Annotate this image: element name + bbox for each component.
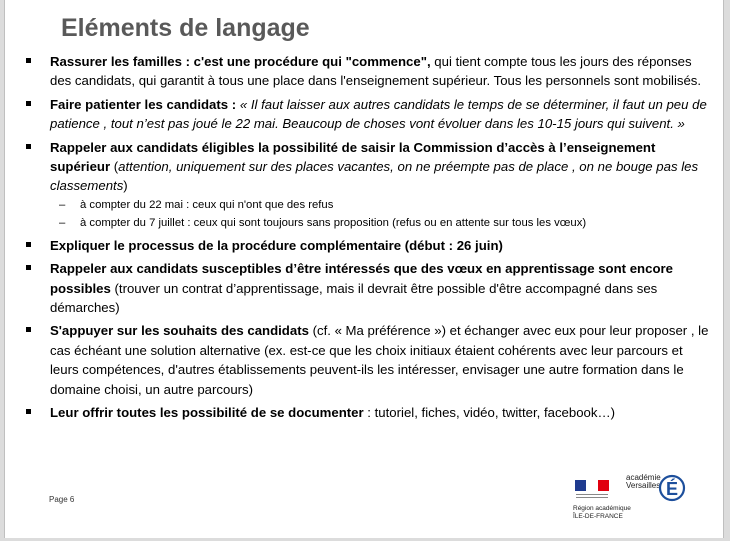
- square-bullet-icon: [26, 327, 31, 332]
- region-line1: Région académique: [573, 505, 631, 512]
- flag-red-band: [598, 480, 609, 491]
- bullet-bold-text: Leur offrir toutes les possibilité de se documenter: [50, 405, 364, 421]
- bullet-text: : tutoriel, fiches, vidéo, twitter, facebook…): [363, 405, 616, 421]
- sub-item-7-juillet: [50, 214, 714, 232]
- academie-line1: académie: [626, 473, 661, 482]
- square-bullet-icon: [26, 242, 31, 247]
- sub-item-22-mai: [50, 196, 714, 214]
- academie-e-letter: É: [665, 479, 679, 499]
- sub-item-text: à compter du 7 juillet : ceux qui sont toujours sans proposition (refus ou en attente sur tous les vœux): [80, 216, 587, 229]
- bullet-italic-text: attention, uniquement sur des places vacantes, on ne préempte pas de place , on ne bouge pas les classements: [50, 159, 699, 194]
- bullet-text: (cf. « Ma préférence ») et échanger avec eux pour leur proposer , le cas échéant une solution alternative (ex. est-ce que les choix initiaux étaient cohérents avec leur parcours et leurs compétences, d'autres établissements peuvent-ils les intéresser, envisager une autre formation dans le domaine choisi, un autre parcours): [50, 323, 709, 397]
- bullet-text: ): [123, 178, 128, 194]
- bullet-italic-text: « Il faut laisser aux autres candidats le temps de se déterminer, il faut un peu de patience , tout n’est pas joué le 22 mai. Beaucoup de choses vont évoluer dans les 10-15 jours qui suivent. »: [50, 96, 707, 132]
- bullet-bold-text: Rassurer les familles : c'est une procédure qui "commence",: [50, 54, 431, 69]
- bullet-commission: [24, 138, 714, 232]
- slide-title: Eléments de langage: [61, 14, 310, 42]
- bullet-bold-text: Expliquer le processus de la procédure complémentaire (début : 26 juin): [50, 237, 503, 253]
- dash-bullet: –: [59, 216, 66, 229]
- square-bullet-icon: [26, 265, 31, 270]
- slide-border-left: [4, 0, 5, 538]
- flag-blue-band: [575, 480, 586, 491]
- rf-text-lines: [576, 494, 608, 500]
- square-bullet-icon: [26, 144, 31, 149]
- bullet-reassure-families: [24, 52, 714, 91]
- bullet-bold-text: S'appuyer sur les souhaits des candidats: [50, 323, 309, 339]
- academie-e-logo-icon: [658, 465, 686, 505]
- bullet-text: qui tient compte tous les jours des réponses des candidats, qui garantit à tous une place dans l'enseignement supérieur. Tous les personnels sont mobilisés.: [50, 54, 702, 89]
- slide-border-right: [723, 0, 724, 538]
- dash-bullet: –: [59, 198, 66, 211]
- bullet-bold-text: Rappeler aux candidats susceptibles d’être intéressés que des vœux en apprentissage sont encore possibles: [50, 261, 673, 296]
- square-bullet-icon: [26, 409, 31, 414]
- sub-item-text: à compter du 22 mai : ceux qui n'ont que des refus: [80, 198, 334, 211]
- page-number: Page 6: [49, 495, 75, 504]
- bullet-documentation: [24, 403, 714, 422]
- academie-line2: Versailles: [626, 481, 661, 490]
- slide: [4, 0, 724, 538]
- region-line2: ÎLE-DE-FRANCE: [573, 513, 623, 520]
- republique-francaise-logo: [572, 478, 616, 502]
- bullet-apprenticeship: [24, 259, 714, 317]
- flag-white-band: [586, 480, 597, 491]
- bullet-wishes: [24, 321, 714, 399]
- bullet-bold-text: Rappeler aux candidats éligibles la possibilité de saisir la Commission d’accès à l’enseignement supérieur: [50, 139, 656, 175]
- bullet-text: (trouver un contrat d’apprentissage, mais il devrait être possible d'être accompagné dans ses démarches): [50, 280, 658, 316]
- french-flag-icon: [575, 480, 609, 491]
- bullet-list: [24, 52, 714, 427]
- bullet-process: [24, 236, 714, 255]
- sub-list: [50, 196, 714, 232]
- bullet-text: (: [110, 159, 119, 175]
- square-bullet-icon: [26, 58, 31, 63]
- region-academique-text: [573, 505, 631, 521]
- bullet-bold-text: Faire patienter les candidats :: [50, 96, 237, 112]
- academie-versailles-text: [626, 474, 661, 490]
- bullet-patience: [24, 95, 714, 134]
- square-bullet-icon: [26, 101, 31, 106]
